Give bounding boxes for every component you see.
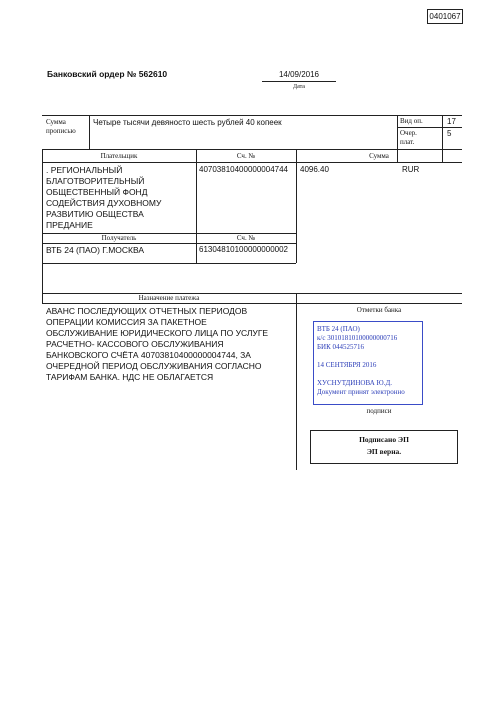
- amount-header: Сумма: [369, 152, 389, 160]
- label-line: Сумма: [46, 118, 66, 126]
- account-header: Сч. №: [236, 152, 256, 160]
- purpose-line: АВАНС ПОСЛЕДУЮЩИХ ОТЧЕТНЫХ ПЕРИОДОВ: [46, 306, 248, 316]
- purpose-line: ОЧЕРЕДНОЙ ПЕРИОД ОБСЛУЖИВАНИЯ СОГЛАСНО: [46, 361, 262, 371]
- bank-stamp: [313, 321, 423, 405]
- date-underline: [262, 81, 336, 82]
- recipient-account: 61304810100000000002: [199, 245, 288, 254]
- rule: [42, 115, 462, 116]
- signatures-label: подписи: [366, 407, 392, 415]
- rule: [89, 115, 90, 149]
- rule: [397, 127, 462, 128]
- payer-name-line: ПРЕДАНИЕ: [46, 220, 93, 230]
- rule: [296, 149, 297, 263]
- purpose-line: ОПЕРАЦИИ КОМИССИЯ ЗА ПАКЕТНОЕ: [46, 317, 207, 327]
- payer-header: Плательщик: [100, 152, 138, 160]
- purpose-line: БАНКОВСКОГО СЧЁТА 40703810400000004744, ЗА: [46, 350, 251, 360]
- stamp-date: 14 СЕНТЯБРЯ 2016: [317, 361, 377, 369]
- pay-order-value: 5: [447, 129, 452, 138]
- signed-line: ЭП верна.: [366, 447, 402, 456]
- label-line: Очер.: [400, 129, 417, 137]
- account2-header: Сч. №: [236, 234, 256, 242]
- rule: [296, 293, 297, 470]
- payer-name-line: . РЕГИОНАЛЬНЫЙ: [46, 165, 123, 175]
- purpose-line: РАСЧЕТНО- КАССОВОГО ОБСЛУЖИВАНИЯ: [46, 339, 224, 349]
- order-title: Банковский ордер № 562610: [47, 69, 168, 79]
- label-line: плат.: [400, 138, 415, 146]
- op-type-label: Вид оп.: [400, 117, 423, 125]
- stamp-note: Документ принят электронно: [317, 388, 405, 396]
- op-type-value: 17: [447, 117, 456, 126]
- payer-name-line: ОБЩЕСТВЕННЫЙ ФОНД: [46, 187, 148, 197]
- rule: [42, 162, 462, 163]
- purpose-label: Назначение платежа: [138, 294, 200, 302]
- payer-name-line: РАЗВИТИЮ ОБЩЕСТВА: [46, 209, 144, 219]
- recipient-name: ВТБ 24 (ПАО) Г.МОСКВА: [46, 245, 145, 255]
- purpose-line: ТАРИФАМ БАНКА. НДС НЕ ОБЛАГАЕТСЯ: [46, 372, 214, 382]
- rule: [42, 149, 43, 303]
- purpose-line: ОБСЛУЖИВАНИЕ ЮРИДИЧЕСКОГО ЛИЦА ПО УСЛУГЕ: [46, 328, 269, 338]
- signed-box: [310, 430, 458, 464]
- stamp-bank: ВТБ 24 (ПАО): [317, 325, 360, 333]
- stamp-person: ХУСНУТДИНОВА Ю.Д.: [317, 379, 392, 387]
- rule: [42, 263, 296, 264]
- rule: [196, 149, 197, 263]
- rule: [42, 149, 462, 150]
- stamp-bik: БИК 044525716: [317, 343, 364, 351]
- date-label: Дата: [293, 84, 305, 90]
- label-line: прописью: [46, 127, 76, 135]
- order-date: 14/09/2016: [278, 70, 320, 79]
- payer-name: [46, 165, 161, 231]
- payer-name-line: СОДЕЙСТВИЯ ДУХОВНОМУ: [46, 198, 162, 208]
- purpose-text: [46, 306, 268, 383]
- signed-line: Подписано ЭП: [359, 435, 409, 444]
- stamp-ks: к/с 30101810100000000716: [317, 334, 398, 342]
- sum-amount: 4096.40: [300, 165, 329, 174]
- payer-name-line: БЛАГОТВОРИТЕЛЬНЫЙ: [46, 176, 145, 186]
- rule: [42, 303, 462, 304]
- amount-words: Четыре тысячи девяносто шесть рублей 40 копеек: [93, 118, 282, 127]
- rule: [42, 243, 296, 244]
- amount-words-label: [46, 118, 76, 136]
- pay-order-label: [400, 129, 417, 147]
- form-code: 0401067: [427, 9, 463, 24]
- recipient-header: Получатель: [101, 234, 137, 242]
- bank-marks-label: Отметки банка: [356, 306, 402, 314]
- payer-account: 40703810400000004744: [199, 165, 288, 174]
- sum-currency: RUR: [402, 165, 420, 174]
